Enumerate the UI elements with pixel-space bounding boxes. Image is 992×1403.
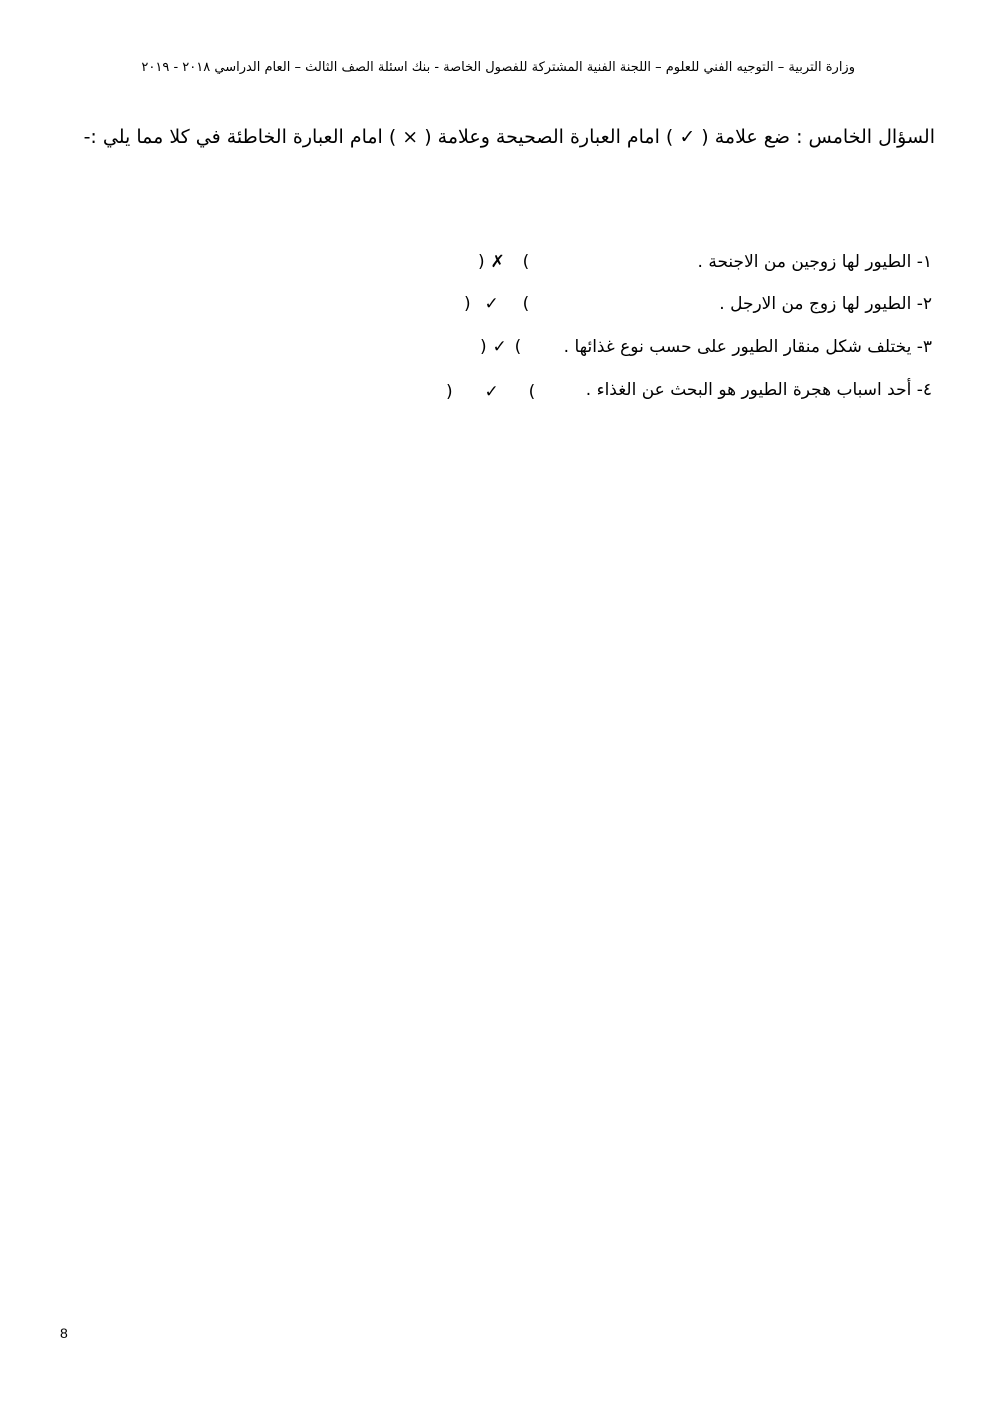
question-item [586, 378, 932, 402]
answer-box[interactable] [464, 292, 529, 316]
question-item [719, 292, 932, 316]
check-answer-icon: ✓ [492, 337, 507, 357]
answer-box[interactable] [480, 335, 521, 359]
question-instruction [65, 122, 935, 153]
question-item [564, 335, 932, 359]
item-number: ٣- [916, 337, 932, 357]
item-text: يختلف شكل منقار الطيور على حسب نوع غذائها . [563, 337, 912, 357]
check-mark-icon: ✓ [679, 126, 696, 148]
open-paren: ( [522, 294, 530, 314]
answer-box[interactable] [446, 380, 535, 404]
item-text: الطيور لها زوج من الارجل . [719, 294, 912, 314]
item-number: ٢- [916, 294, 932, 314]
open-paren: ( [528, 382, 536, 402]
close-paren: ) [480, 337, 487, 357]
item-number: ١- [916, 252, 932, 272]
page-number: 8 [60, 1325, 68, 1341]
question-item [698, 250, 932, 274]
page-header: وزارة التربية – التوجيه الفني للعلوم – اللجنة الفنية المشتركة للفصول الخاصة - بنك اسئلة الصف الثالث – العام الدراسي ٢٠١٨ - ٢٠١٩ [141, 60, 855, 75]
answer-box[interactable] [478, 250, 529, 274]
open-paren: ( [514, 337, 522, 357]
cross-answer-icon: ✗ [490, 252, 505, 272]
instruction-part-1: السؤال الخامس : ضع علامة ( [701, 126, 935, 148]
check-answer-icon: ✓ [484, 382, 499, 402]
item-text: الطيور لها زوجين من الاجنحة . [697, 252, 912, 272]
open-paren: ( [522, 252, 530, 272]
item-number: ٤- [916, 380, 932, 400]
cross-mark-icon: × [402, 126, 419, 148]
instruction-part-3: ) امام العبارة الخاطئة في كلا مما يلي :- [83, 126, 397, 148]
check-answer-icon: ✓ [484, 294, 499, 314]
item-text: أحد اسباب هجرة الطيور هو البحث عن الغذاء . [585, 380, 912, 400]
close-paren: ) [446, 382, 453, 402]
close-paren: ) [478, 252, 485, 272]
instruction-part-2: ) امام العبارة الصحيحة وعلامة ( [424, 126, 674, 148]
close-paren: ) [464, 294, 471, 314]
